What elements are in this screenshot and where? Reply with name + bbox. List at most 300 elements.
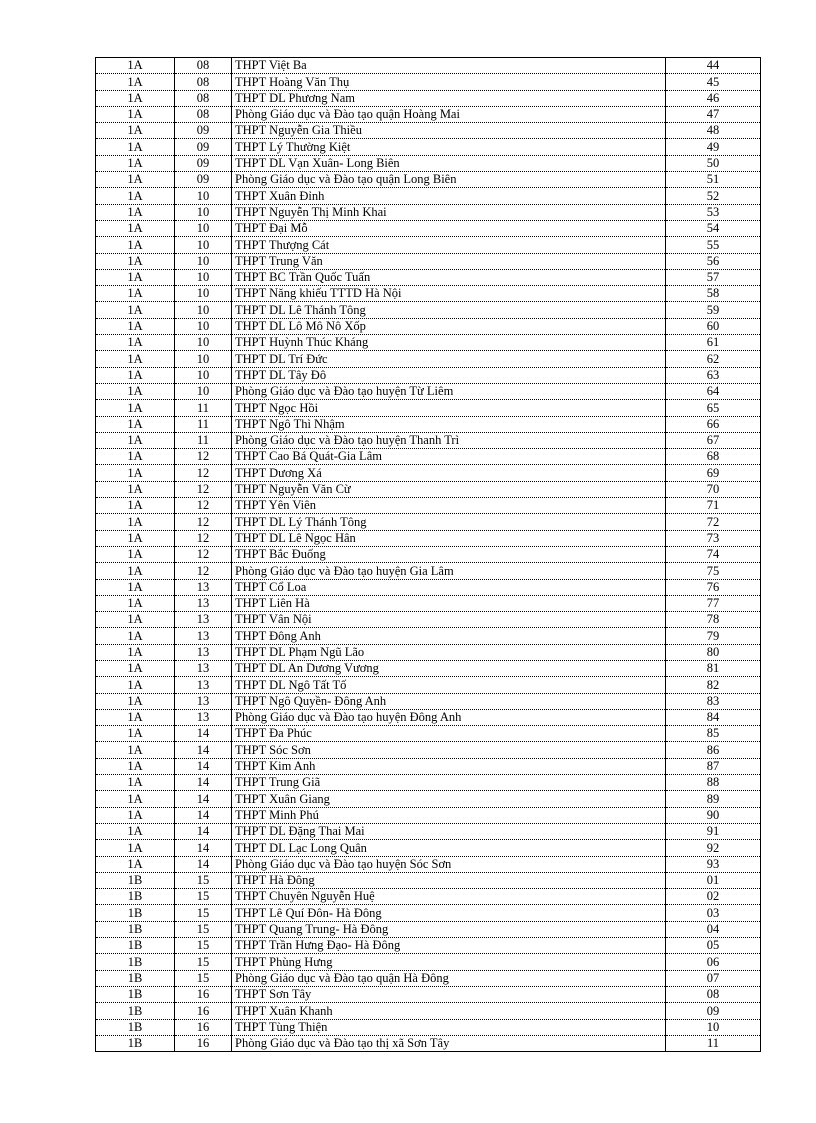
cluster-cell: 1A — [96, 172, 175, 188]
cluster-cell: 1B — [96, 872, 175, 888]
number-cell: 11 — [666, 1035, 761, 1051]
number-cell: 08 — [666, 986, 761, 1002]
area-code-cell: 08 — [175, 106, 232, 122]
area-code-cell: 14 — [175, 791, 232, 807]
area-code-cell: 10 — [175, 237, 232, 253]
cluster-cell: 1A — [96, 612, 175, 628]
number-cell: 59 — [666, 302, 761, 318]
number-cell: 04 — [666, 921, 761, 937]
number-cell: 06 — [666, 954, 761, 970]
school-name-cell: THPT Đa Phúc — [232, 726, 666, 742]
cluster-cell: 1B — [96, 889, 175, 905]
number-cell: 92 — [666, 840, 761, 856]
school-name-cell: THPT Nguyễn Gia Thiều — [232, 123, 666, 139]
school-name-cell: THPT Cổ Loa — [232, 579, 666, 595]
cluster-cell: 1A — [96, 628, 175, 644]
area-code-cell: 10 — [175, 335, 232, 351]
area-code-cell: 15 — [175, 889, 232, 905]
cluster-cell: 1A — [96, 302, 175, 318]
table-row — [96, 938, 761, 954]
number-cell: 68 — [666, 449, 761, 465]
table-row — [96, 758, 761, 774]
table-row — [96, 709, 761, 725]
area-code-cell: 14 — [175, 840, 232, 856]
cluster-cell: 1A — [96, 791, 175, 807]
cluster-cell: 1A — [96, 286, 175, 302]
area-code-cell: 15 — [175, 905, 232, 921]
cluster-cell: 1A — [96, 58, 175, 74]
cluster-cell: 1A — [96, 432, 175, 448]
school-name-cell: THPT Năng khiếu TTTD Hà Nội — [232, 286, 666, 302]
number-cell: 83 — [666, 693, 761, 709]
table-row — [96, 726, 761, 742]
school-name-cell: THPT Chuyên Nguyễn Huệ — [232, 889, 666, 905]
cluster-cell: 1A — [96, 253, 175, 269]
school-name-cell: THPT Thượng Cát — [232, 237, 666, 253]
table-row — [96, 139, 761, 155]
table-row — [96, 335, 761, 351]
number-cell: 55 — [666, 237, 761, 253]
area-code-cell: 10 — [175, 253, 232, 269]
number-cell: 90 — [666, 807, 761, 823]
area-code-cell: 14 — [175, 742, 232, 758]
number-cell: 05 — [666, 938, 761, 954]
table-row — [96, 742, 761, 758]
school-name-cell: THPT DL Phương Nam — [232, 90, 666, 106]
school-name-cell: THPT DL Lê Thánh Tông — [232, 302, 666, 318]
cluster-cell: 1A — [96, 204, 175, 220]
school-name-cell: THPT Hoàng Văn Thụ — [232, 74, 666, 90]
number-cell: 07 — [666, 970, 761, 986]
table-row — [96, 498, 761, 514]
school-name-cell: THPT DL Vạn Xuân- Long Biên — [232, 155, 666, 171]
school-name-cell: THPT Nguyễn Văn Cừ — [232, 481, 666, 497]
number-cell: 56 — [666, 253, 761, 269]
school-name-cell: THPT Nguyễn Thị Minh Khai — [232, 204, 666, 220]
area-code-cell: 14 — [175, 775, 232, 791]
table-row — [96, 106, 761, 122]
school-table-body — [96, 58, 761, 1052]
table-row — [96, 677, 761, 693]
area-code-cell: 12 — [175, 514, 232, 530]
table-row — [96, 644, 761, 660]
table-row — [96, 123, 761, 139]
cluster-cell: 1A — [96, 383, 175, 399]
number-cell: 65 — [666, 400, 761, 416]
number-cell: 91 — [666, 823, 761, 839]
table-row — [96, 921, 761, 937]
cluster-cell: 1A — [96, 807, 175, 823]
cluster-cell: 1A — [96, 74, 175, 90]
table-row — [96, 986, 761, 1002]
cluster-cell: 1A — [96, 530, 175, 546]
number-cell: 50 — [666, 155, 761, 171]
area-code-cell: 16 — [175, 986, 232, 1002]
area-code-cell: 13 — [175, 693, 232, 709]
cluster-cell: 1A — [96, 840, 175, 856]
school-name-cell: THPT DL Phạm Ngũ Lão — [232, 644, 666, 660]
table-row — [96, 1019, 761, 1035]
school-name-cell: THPT Xuân Giang — [232, 791, 666, 807]
table-row — [96, 660, 761, 676]
area-code-cell: 12 — [175, 449, 232, 465]
cluster-cell: 1A — [96, 856, 175, 872]
school-name-cell: THPT DL Trí Đức — [232, 351, 666, 367]
number-cell: 89 — [666, 791, 761, 807]
cluster-cell: 1A — [96, 726, 175, 742]
table-row — [96, 856, 761, 872]
cluster-cell: 1A — [96, 220, 175, 236]
area-code-cell: 13 — [175, 612, 232, 628]
cluster-cell: 1A — [96, 775, 175, 791]
cluster-cell: 1A — [96, 139, 175, 155]
cluster-cell: 1A — [96, 758, 175, 774]
school-name-cell: THPT Việt Ba — [232, 58, 666, 74]
school-name-cell: THPT DL Lê Ngọc Hân — [232, 530, 666, 546]
cluster-cell: 1A — [96, 742, 175, 758]
school-name-cell: Phòng Giáo dục và Đào tạo huyện Sóc Sơn — [232, 856, 666, 872]
school-name-cell: THPT Ngô Quyền- Đông Anh — [232, 693, 666, 709]
number-cell: 49 — [666, 139, 761, 155]
school-name-cell: THPT Hà Đông — [232, 872, 666, 888]
cluster-cell: 1A — [96, 579, 175, 595]
area-code-cell: 12 — [175, 563, 232, 579]
area-code-cell: 08 — [175, 74, 232, 90]
school-name-cell: THPT Cao Bá Quát-Gia Lâm — [232, 449, 666, 465]
table-row — [96, 823, 761, 839]
number-cell: 74 — [666, 546, 761, 562]
number-cell: 10 — [666, 1019, 761, 1035]
area-code-cell: 10 — [175, 302, 232, 318]
school-name-cell: THPT Quang Trung- Hà Đông — [232, 921, 666, 937]
number-cell: 79 — [666, 628, 761, 644]
school-name-cell: THPT DL Ngô Tất Tố — [232, 677, 666, 693]
number-cell: 61 — [666, 335, 761, 351]
school-name-cell: THPT DL Đặng Thai Mai — [232, 823, 666, 839]
cluster-cell: 1B — [96, 1035, 175, 1051]
area-code-cell: 13 — [175, 709, 232, 725]
table-row — [96, 514, 761, 530]
area-code-cell: 12 — [175, 530, 232, 546]
cluster-cell: 1B — [96, 905, 175, 921]
number-cell: 72 — [666, 514, 761, 530]
cluster-cell: 1A — [96, 269, 175, 285]
area-code-cell: 12 — [175, 481, 232, 497]
school-name-cell: THPT Vân Nội — [232, 612, 666, 628]
school-name-cell: THPT Xuân Khanh — [232, 1003, 666, 1019]
cluster-cell: 1B — [96, 970, 175, 986]
area-code-cell: 14 — [175, 856, 232, 872]
number-cell: 46 — [666, 90, 761, 106]
table-row — [96, 318, 761, 334]
area-code-cell: 14 — [175, 758, 232, 774]
school-name-cell: Phòng Giáo dục và Đào tạo huyện Gia Lâm — [232, 563, 666, 579]
area-code-cell: 10 — [175, 351, 232, 367]
cluster-cell: 1A — [96, 400, 175, 416]
table-row — [96, 383, 761, 399]
table-row — [96, 579, 761, 595]
area-code-cell: 15 — [175, 970, 232, 986]
area-code-cell: 10 — [175, 220, 232, 236]
area-code-cell: 11 — [175, 416, 232, 432]
area-code-cell: 13 — [175, 579, 232, 595]
cluster-cell: 1A — [96, 465, 175, 481]
table-row — [96, 432, 761, 448]
cluster-cell: 1A — [96, 498, 175, 514]
cluster-cell: 1A — [96, 416, 175, 432]
school-name-cell: THPT Lý Thường Kiệt — [232, 139, 666, 155]
school-name-cell: THPT Đông Anh — [232, 628, 666, 644]
area-code-cell: 13 — [175, 628, 232, 644]
table-row — [96, 628, 761, 644]
school-name-cell: THPT Xuân Đỉnh — [232, 188, 666, 204]
school-name-cell: THPT Huỳnh Thúc Kháng — [232, 335, 666, 351]
number-cell: 93 — [666, 856, 761, 872]
area-code-cell: 15 — [175, 954, 232, 970]
area-code-cell: 08 — [175, 90, 232, 106]
table-row — [96, 367, 761, 383]
cluster-cell: 1B — [96, 1019, 175, 1035]
area-code-cell: 13 — [175, 595, 232, 611]
school-name-cell: THPT Đại Mỗ — [232, 220, 666, 236]
area-code-cell: 11 — [175, 432, 232, 448]
school-table — [95, 57, 761, 1052]
cluster-cell: 1A — [96, 90, 175, 106]
school-name-cell: Phòng Giáo dục và Đào tạo quận Long Biên — [232, 172, 666, 188]
number-cell: 51 — [666, 172, 761, 188]
number-cell: 73 — [666, 530, 761, 546]
area-code-cell: 15 — [175, 872, 232, 888]
table-row — [96, 449, 761, 465]
table-row — [96, 58, 761, 74]
cluster-cell: 1A — [96, 188, 175, 204]
table-row — [96, 546, 761, 562]
table-row — [96, 954, 761, 970]
area-code-cell: 10 — [175, 204, 232, 220]
table-row — [96, 1003, 761, 1019]
school-name-cell: THPT Trung Văn — [232, 253, 666, 269]
table-row — [96, 204, 761, 220]
cluster-cell: 1A — [96, 449, 175, 465]
number-cell: 66 — [666, 416, 761, 432]
cluster-cell: 1A — [96, 106, 175, 122]
area-code-cell: 10 — [175, 318, 232, 334]
school-name-cell: THPT Lê Quí Đôn- Hà Đông — [232, 905, 666, 921]
number-cell: 01 — [666, 872, 761, 888]
table-row — [96, 481, 761, 497]
number-cell: 53 — [666, 204, 761, 220]
table-row — [96, 465, 761, 481]
number-cell: 87 — [666, 758, 761, 774]
area-code-cell: 09 — [175, 172, 232, 188]
number-cell: 58 — [666, 286, 761, 302]
area-code-cell: 16 — [175, 1003, 232, 1019]
school-name-cell: THPT Dương Xá — [232, 465, 666, 481]
area-code-cell: 13 — [175, 677, 232, 693]
area-code-cell: 08 — [175, 58, 232, 74]
cluster-cell: 1A — [96, 546, 175, 562]
school-name-cell: THPT BC Trần Quốc Tuấn — [232, 269, 666, 285]
cluster-cell: 1B — [96, 938, 175, 954]
cluster-cell: 1A — [96, 693, 175, 709]
number-cell: 02 — [666, 889, 761, 905]
cluster-cell: 1B — [96, 1003, 175, 1019]
number-cell: 85 — [666, 726, 761, 742]
cluster-cell: 1A — [96, 514, 175, 530]
school-name-cell: THPT Ngọc Hồi — [232, 400, 666, 416]
table-row — [96, 807, 761, 823]
area-code-cell: 13 — [175, 660, 232, 676]
area-code-cell: 09 — [175, 123, 232, 139]
cluster-cell: 1A — [96, 709, 175, 725]
table-row — [96, 269, 761, 285]
table-row — [96, 302, 761, 318]
number-cell: 81 — [666, 660, 761, 676]
school-name-cell: THPT Minh Phú — [232, 807, 666, 823]
area-code-cell: 11 — [175, 400, 232, 416]
table-row — [96, 400, 761, 416]
cluster-cell: 1B — [96, 954, 175, 970]
table-row — [96, 416, 761, 432]
number-cell: 47 — [666, 106, 761, 122]
cluster-cell: 1A — [96, 351, 175, 367]
area-code-cell: 10 — [175, 269, 232, 285]
school-name-cell: THPT Sơn Tây — [232, 986, 666, 1002]
area-code-cell: 16 — [175, 1035, 232, 1051]
number-cell: 60 — [666, 318, 761, 334]
school-name-cell: THPT Trung Giã — [232, 775, 666, 791]
number-cell: 64 — [666, 383, 761, 399]
number-cell: 86 — [666, 742, 761, 758]
number-cell: 63 — [666, 367, 761, 383]
area-code-cell: 09 — [175, 155, 232, 171]
number-cell: 80 — [666, 644, 761, 660]
table-row — [96, 253, 761, 269]
school-name-cell: THPT Sóc Sơn — [232, 742, 666, 758]
cluster-cell: 1A — [96, 677, 175, 693]
number-cell: 75 — [666, 563, 761, 579]
cluster-cell: 1A — [96, 318, 175, 334]
area-code-cell: 10 — [175, 188, 232, 204]
cluster-cell: 1B — [96, 986, 175, 1002]
cluster-cell: 1A — [96, 563, 175, 579]
area-code-cell: 14 — [175, 726, 232, 742]
area-code-cell: 13 — [175, 644, 232, 660]
school-name-cell: THPT Bắc Đuống — [232, 546, 666, 562]
number-cell: 62 — [666, 351, 761, 367]
area-code-cell: 10 — [175, 383, 232, 399]
table-row — [96, 188, 761, 204]
table-row — [96, 74, 761, 90]
table-row — [96, 90, 761, 106]
number-cell: 76 — [666, 579, 761, 595]
school-name-cell: THPT Yên Viên — [232, 498, 666, 514]
area-code-cell: 15 — [175, 938, 232, 954]
school-name-cell: THPT Liên Hà — [232, 595, 666, 611]
number-cell: 44 — [666, 58, 761, 74]
school-name-cell: Phòng Giáo dục và Đào tạo quận Hà Đông — [232, 970, 666, 986]
table-row — [96, 775, 761, 791]
cluster-cell: 1A — [96, 644, 175, 660]
number-cell: 82 — [666, 677, 761, 693]
area-code-cell: 12 — [175, 465, 232, 481]
cluster-cell: 1A — [96, 367, 175, 383]
area-code-cell: 14 — [175, 807, 232, 823]
cluster-cell: 1A — [96, 823, 175, 839]
area-code-cell: 09 — [175, 139, 232, 155]
number-cell: 70 — [666, 481, 761, 497]
number-cell: 45 — [666, 74, 761, 90]
number-cell: 03 — [666, 905, 761, 921]
table-row — [96, 155, 761, 171]
area-code-cell: 16 — [175, 1019, 232, 1035]
table-row — [96, 693, 761, 709]
area-code-cell: 15 — [175, 921, 232, 937]
number-cell: 71 — [666, 498, 761, 514]
number-cell: 84 — [666, 709, 761, 725]
table-row — [96, 220, 761, 236]
table-row — [96, 530, 761, 546]
number-cell: 88 — [666, 775, 761, 791]
cluster-cell: 1A — [96, 123, 175, 139]
number-cell: 48 — [666, 123, 761, 139]
table-row — [96, 791, 761, 807]
table-row — [96, 286, 761, 302]
school-name-cell: THPT Tùng Thiện — [232, 1019, 666, 1035]
cluster-cell: 1A — [96, 595, 175, 611]
cluster-cell: 1A — [96, 237, 175, 253]
table-row — [96, 1035, 761, 1051]
number-cell: 52 — [666, 188, 761, 204]
school-name-cell: THPT Kim Anh — [232, 758, 666, 774]
number-cell: 78 — [666, 612, 761, 628]
table-row — [96, 563, 761, 579]
table-row — [96, 840, 761, 856]
table-row — [96, 612, 761, 628]
table-row — [96, 889, 761, 905]
school-name-cell: THPT DL Lô Mô Nô Xốp — [232, 318, 666, 334]
area-code-cell: 10 — [175, 367, 232, 383]
table-row — [96, 905, 761, 921]
school-name-cell: Phòng Giáo dục và Đào tạo thị xã Sơn Tây — [232, 1035, 666, 1051]
school-name-cell: THPT Trần Hưng Đạo- Hà Đông — [232, 938, 666, 954]
table-row — [96, 237, 761, 253]
table-row — [96, 172, 761, 188]
school-list-sheet — [95, 57, 760, 1052]
table-row — [96, 595, 761, 611]
school-name-cell: Phòng Giáo dục và Đào tạo huyện Đông Anh — [232, 709, 666, 725]
table-row — [96, 351, 761, 367]
school-name-cell: THPT DL Tây Đô — [232, 367, 666, 383]
school-name-cell: THPT DL Lý Thánh Tông — [232, 514, 666, 530]
table-row — [96, 970, 761, 986]
cluster-cell: 1B — [96, 921, 175, 937]
table-row — [96, 872, 761, 888]
school-name-cell: THPT Ngô Thì Nhậm — [232, 416, 666, 432]
school-name-cell: THPT Phùng Hưng — [232, 954, 666, 970]
school-name-cell: THPT DL An Dương Vương — [232, 660, 666, 676]
area-code-cell: 12 — [175, 546, 232, 562]
school-name-cell: Phòng Giáo dục và Đào tạo huyện Thanh Trì — [232, 432, 666, 448]
cluster-cell: 1A — [96, 155, 175, 171]
number-cell: 77 — [666, 595, 761, 611]
number-cell: 09 — [666, 1003, 761, 1019]
number-cell: 69 — [666, 465, 761, 481]
school-name-cell: Phòng Giáo dục và Đào tạo huyện Từ Liêm — [232, 383, 666, 399]
area-code-cell: 10 — [175, 286, 232, 302]
number-cell: 67 — [666, 432, 761, 448]
cluster-cell: 1A — [96, 335, 175, 351]
